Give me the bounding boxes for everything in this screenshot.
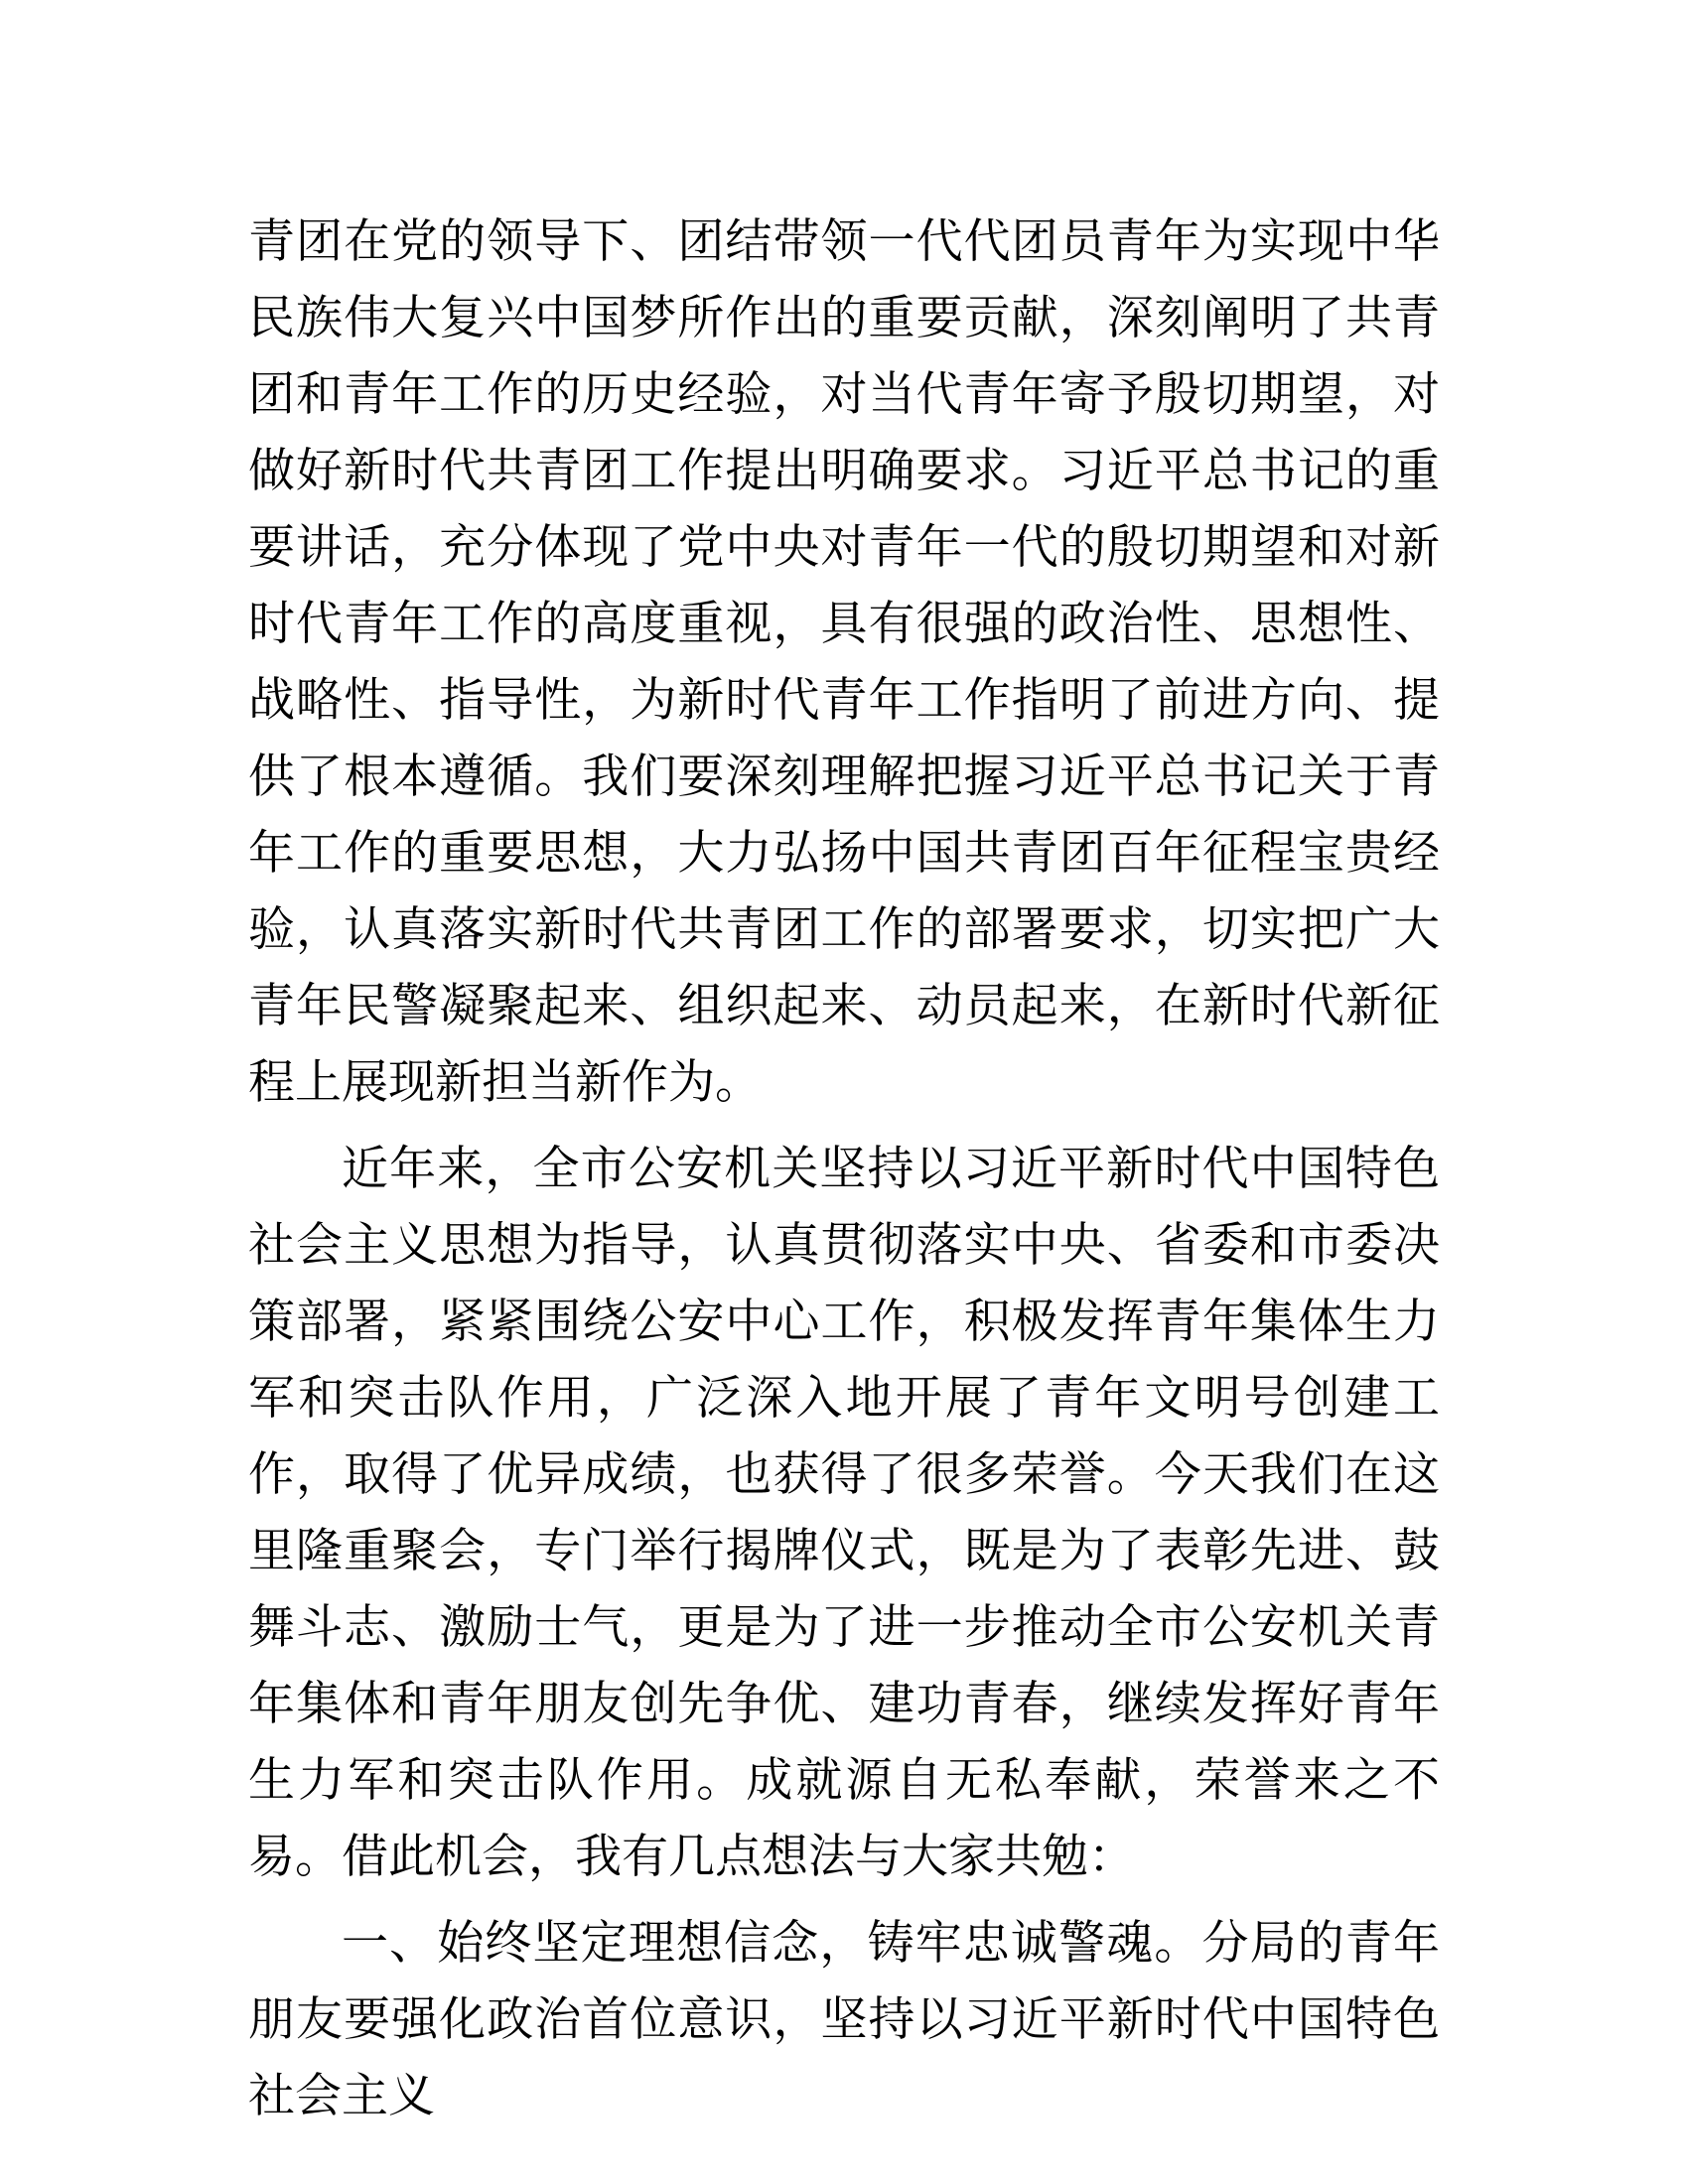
paragraph-continuation: 青团在党的领导下、团结带领一代代团员青年为实现中华民族伟大复兴中国梦所作出的重要贡献，深刻阐明了共青团和青年工作的历史经验，对当代青年寄予殷切期望，对做好新时代共青团工作提出明确要求。习近平总书记的重要讲话，充分体现了党中央对青年一代的殷切期望和对新时代青年工作的高度重视，具有很强的政治性、思想性、战略性、指导性，为新时代青年工作指明了前进方向、提供了根本遵循。我们要深刻理解把握习近平总书记关于青年工作的重要思想，大力弘扬中国共青团百年征程宝贵经验，认真落实新时代共青团工作的部署要求，切实把广大青年民警凝聚起来、组织起来、动员起来，在新时代新征程上展现新担当新作为。 [248, 214, 1440, 1110]
document-body [248, 204, 1440, 2134]
paragraph-recent-years: 近年来，全市公安机关坚持以习近平新时代中国特色社会主义思想为指导，认真贯彻落实中央、省委和市委决策部署，紧紧围绕公安中心工作，积极发挥青年集体生力军和突击队作用，广泛深入地开展了青年文明号创建工作，取得了优异成绩，也获得了很多荣誉。今天我们在这里隆重聚会，专门举行揭牌仪式，既是为了表彰先进、鼓舞斗志、激励士气，更是为了进一步推动全市公安机关青年集体和青年朋友创先争优、建功青春，继续发挥好青年生力军和突击队作用。成就源自无私奉献，荣誉来之不易。借此机会，我有几点想法与大家共勉： [248, 1142, 1440, 1884]
paragraph-point-one: 一、始终坚定理想信念，铸牢忠诚警魂。分局的青年朋友要强化政治首位意识，坚持以习近平新时代中国特色社会主义 [248, 1916, 1440, 2123]
